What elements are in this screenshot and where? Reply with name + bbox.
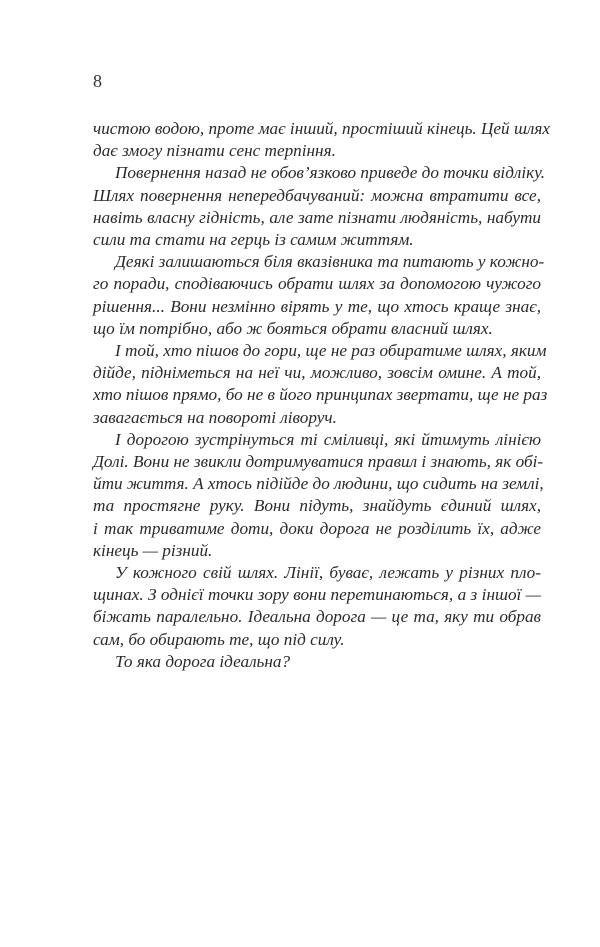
text-line: сам, бо обирають те, що під силу. — [93, 629, 345, 649]
text-line: дає змогу пізнати сенс терпіння. — [93, 141, 336, 161]
paragraph — [93, 429, 544, 562]
body-text — [93, 118, 551, 673]
text-line: йти життя. А хтось підійде до людини, що сидить на землі, — [93, 474, 544, 494]
paragraph — [93, 251, 545, 340]
text-line: У кожного свій шлях. Лінії, буває, лежать у різних пло- — [115, 563, 541, 583]
text-line: рішення... Вони незмінно вірять у те, що хтось краще знає, — [93, 296, 541, 316]
paragraph — [93, 162, 546, 251]
text-line: і так триватиме доти, доки дорога не розділить їх, адже — [93, 518, 541, 538]
text-line: Деякі залишаються біля вказівника та питають у кожно- — [115, 252, 545, 272]
text-line: навіть власну гідність, але зате пізнати людяність, набути — [93, 207, 541, 227]
text-line: завагається на повороті ліворуч. — [93, 407, 337, 427]
text-line: Долі. Вони не звикли дотримуватися правил і знають, як обі- — [93, 452, 544, 472]
text-line: сили та стати на герць із самим життям. — [93, 230, 414, 250]
text-line: І дорогою зустрінуться ті сміливці, які йтимуть лінією — [115, 429, 541, 449]
paragraph — [93, 562, 541, 651]
paragraph — [93, 651, 541, 673]
text-line: хто пішов прямо, бо не в його принципах звертати, ще не раз — [93, 385, 548, 405]
paragraph — [93, 340, 548, 429]
paragraph — [93, 118, 551, 162]
text-line: чистою водою, проте має інший, простіший кінець. Цей шлях — [93, 119, 551, 138]
text-line: кінець — різний. — [93, 540, 213, 560]
text-line: го поради, сподіваючись обрати шлях за допомогою чужого — [93, 274, 541, 294]
text-line: То яка дорога ідеальна? — [115, 651, 291, 671]
text-line: що їм потрібно, або ж бояться обрати власний шлях. — [93, 318, 493, 338]
text-line: біжать паралельно. Ідеальна дорога — це та, яку ти обрав — [93, 607, 541, 627]
page-number: 8 — [93, 71, 102, 91]
text-line: щинах. З однієї точки зору вони перетинаються, а з іншої — — [93, 585, 541, 605]
text-line: дійде, підніметься на неї чи, можливо, зовсім омине. А той, — [93, 363, 541, 383]
text-line: І той, хто пішов до гори, ще не раз обиратиме шлях, яким — [115, 341, 547, 361]
text-line: Шлях повернення непередбачуваний: можна втратити все, — [93, 185, 541, 205]
text-line: та простягне руку. Вони підуть, знайдуть єдиний шлях, — [93, 496, 541, 516]
text-line: Повернення назад не обов’язково приведе до точки відліку. — [115, 163, 546, 183]
